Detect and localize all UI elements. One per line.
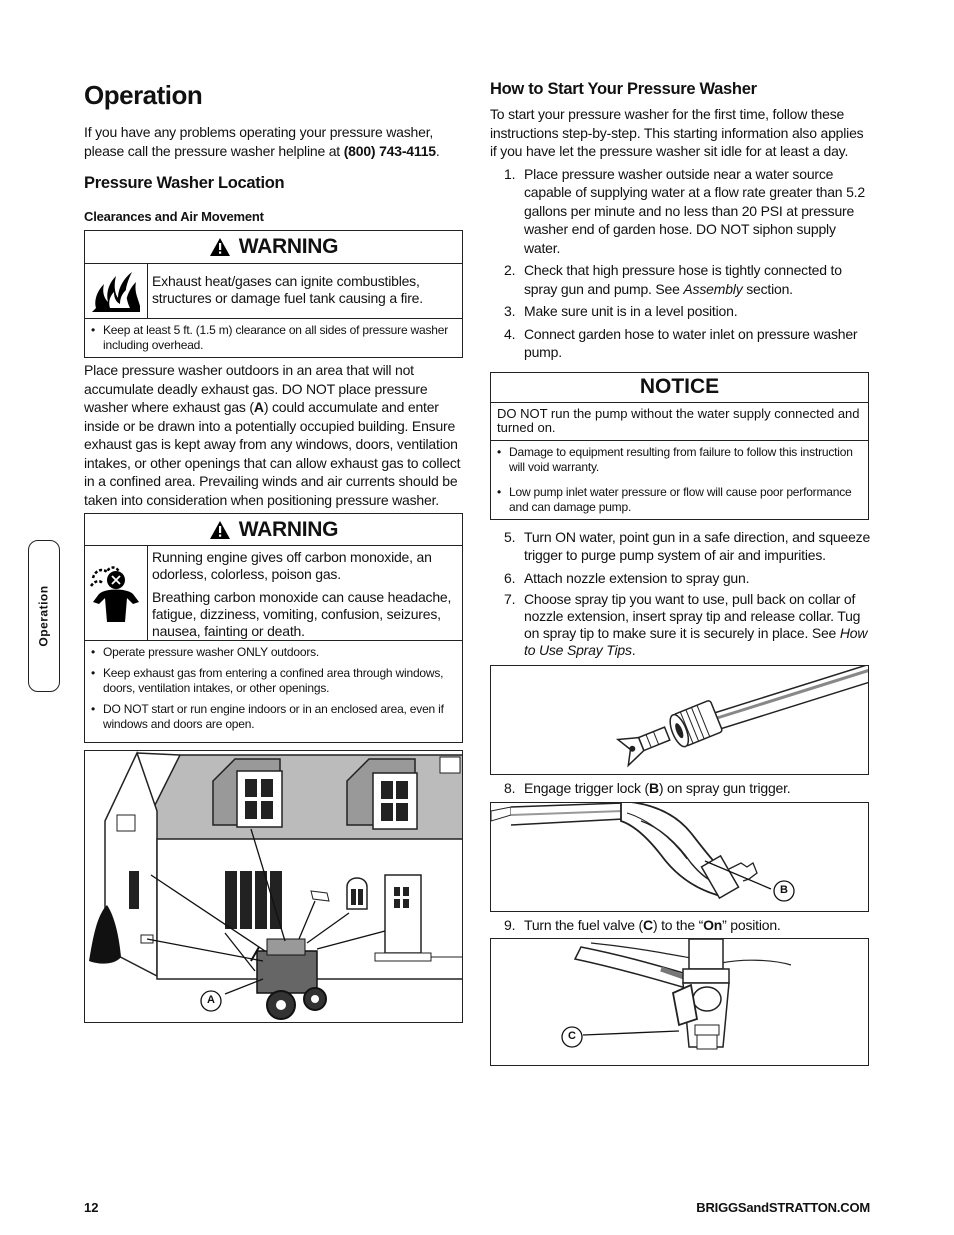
step-item: 6. Attach nozzle extension to spray gun. (504, 569, 750, 586)
start-heading: How to Start Your Pressure Washer (490, 80, 757, 98)
left-column (84, 80, 464, 1023)
notice-title: NOTICE (491, 373, 868, 403)
warning-message-1: Running engine gives off carbon monoxide, an odorless, colorless, poison gas. (152, 549, 432, 582)
warning-triangle-icon (209, 520, 231, 540)
warning-header (85, 514, 462, 546)
side-tab (28, 540, 60, 692)
notice-box (490, 372, 869, 520)
clearances-subheading: Clearances and Air Movement (84, 209, 264, 224)
step-item: 7. Choose spray tip you want to use, pull back on collar of nozzle extension, insert spray tip and release collar. Tug on spray tip to make sure it is securely in place. See How to Use Spray Tips. (504, 591, 868, 658)
spray-gun-illustration (491, 803, 869, 912)
house-exhaust-figure (84, 750, 463, 1023)
notice-bullet: • Low pump inlet water pressure or flow will cause poor performance and can damage pump. (495, 485, 862, 515)
carbon-monoxide-icon (85, 546, 148, 640)
callout-label-b: B (780, 883, 788, 896)
warning-message: Exhaust heat/gases can ignite combustibles, structures or damage fuel tank causing a fire. (152, 273, 423, 306)
warning-bullet: • Keep at least 5 ft. (1.5 m) clearance on all sides of pressure washer including overhead. (89, 323, 456, 353)
start-intro: To start your pressure washer for the first time, follow these instructions step-by-step. This starting information also applies if you have let the pressure washer sit idle for at least a day. (490, 106, 864, 159)
notice-text: DO NOT run the pump without the water supply connected and turned on. (491, 403, 868, 441)
step-item: 4. Connect garden hose to water inlet on pressure washer pump. (504, 325, 858, 360)
step-item: 8. Engage trigger lock (B) on spray gun trigger. (504, 780, 791, 796)
steps-list-1 (490, 165, 872, 362)
warning-triangle-icon (209, 237, 231, 257)
warning-bullet: • Keep exhaust gas from entering a confined area through windows, doors, ventilation intakes, or other openings. (89, 666, 456, 696)
callout-label-c: C (568, 1030, 576, 1042)
spray-tip-figure (490, 665, 869, 775)
page-number: 12 (84, 1200, 99, 1215)
step-item: 3. Make sure unit is in a level position. (504, 303, 738, 319)
page-title: Operation (84, 80, 203, 110)
warning-message-row (85, 264, 462, 319)
warning-message-2: Breathing carbon monoxide can cause headache, fatigue, dizziness, vomiting, confusion, seizures, nausea, fainting or death. (152, 589, 452, 639)
trigger-lock-figure (490, 802, 869, 912)
warning-message-row (85, 546, 462, 641)
warning-box-fire (84, 230, 463, 358)
intro-paragraph: If you have any problems operating your pressure washer, please call the pressure washer helpline at (800) 743-4115. (84, 124, 440, 159)
warning-title: WARNING (238, 517, 339, 541)
house-illustration (85, 751, 463, 1023)
location-heading: Pressure Washer Location (84, 174, 285, 192)
fuel-valve-illustration (491, 939, 869, 1066)
warning-bullet: • DO NOT start or run engine indoors or in an enclosed area, even if windows and doors are open. (89, 702, 456, 732)
fire-hazard-icon (85, 264, 148, 318)
footer-website: BRIGGSandSTRATTON.COM (696, 1200, 870, 1215)
steps-list-2 (490, 528, 872, 660)
steps-list-3 (490, 779, 872, 798)
step-item: 9. Turn the fuel valve (C) to the “On” position. (504, 916, 781, 933)
step-item: 1. Place pressure washer outside near a water source capable of supplying water at a flow rate greater than 5.2 gallons per minute and no less than 20 PSI at pressure washer end of garden hose. DO NOT siphon supply water. (504, 165, 865, 256)
warning-header (85, 231, 462, 264)
step-item: 5. Turn ON water, point gun in a safe direction, and squeeze trigger to purge pump system of air and impurities. (504, 528, 871, 563)
steps-list-4 (490, 916, 872, 935)
notice-bullets (491, 441, 868, 519)
warning-bullet: • Operate pressure washer ONLY outdoors. (89, 645, 456, 660)
step-item: 2. Check that high pressure hose is tightly connected to spray gun and pump. See Assembly section. (504, 262, 842, 297)
fuel-valve-figure (490, 938, 869, 1066)
callout-label-a: A (207, 994, 215, 1006)
side-tab-label: Operation (37, 585, 52, 647)
spray-tip-illustration (491, 666, 869, 775)
notice-bullet: • Damage to equipment resulting from failure to follow this instruction will void warranty. (495, 445, 862, 475)
right-column (490, 80, 872, 1066)
warning-title: WARNING (238, 235, 339, 258)
warning-box-co (84, 513, 463, 743)
location-paragraph: Place pressure washer outdoors in an area that will not accumulate deadly exhaust gas. DO NOT place pressure washer where exhaust gas (A) could accumulate and enter inside or be drawn into a potentially occupied building. Ensure exhaust gas is kept away from any windows, doors, ventilation intakes, or other openings that can allow exhaust gas to collect in a confined area. Prevailing winds and air currents should be taken into consideration when positioning pressure washer. (84, 362, 461, 508)
warning-bullets (85, 641, 462, 742)
helpline-phone: (800) 743-4115 (343, 142, 436, 159)
warning-bullets (85, 319, 462, 357)
